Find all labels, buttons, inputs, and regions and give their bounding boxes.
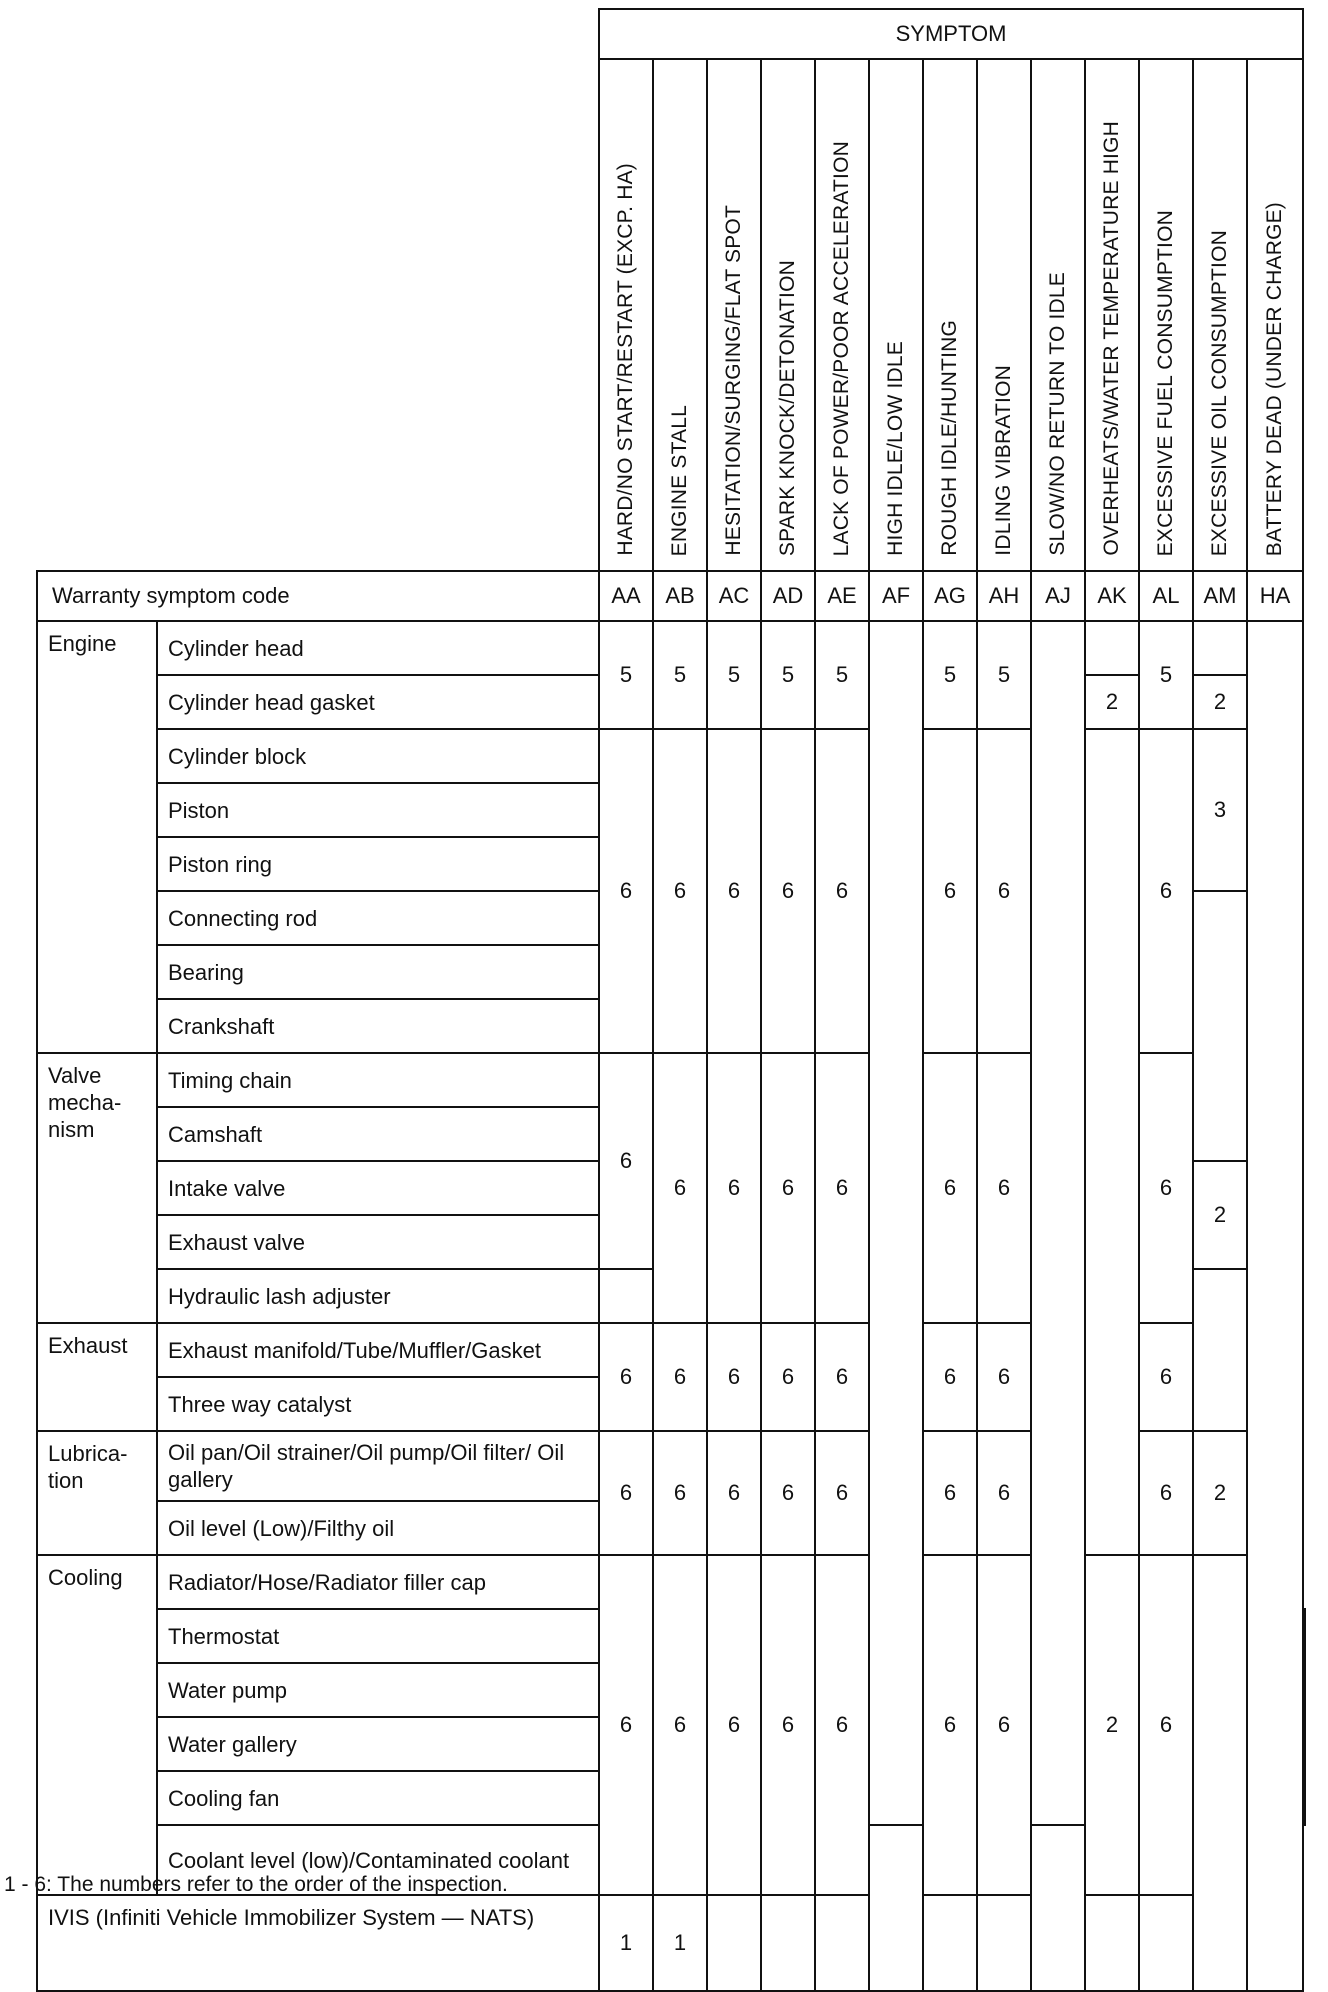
- symptom-code: HA: [1247, 571, 1303, 621]
- cell-value: 6: [1139, 1053, 1193, 1323]
- cell-value: 6: [653, 1323, 707, 1431]
- cell-value: 5: [1139, 621, 1193, 729]
- symptom-code: AA: [599, 571, 653, 621]
- symptom-code: AG: [923, 571, 977, 621]
- component-label: Connecting rod: [157, 891, 599, 945]
- component-label: Bearing: [157, 945, 599, 999]
- cell-empty: [707, 1895, 761, 1991]
- component-label: Camshaft: [157, 1107, 599, 1161]
- cell-empty-ak: [1085, 729, 1139, 1555]
- cell-value: 6: [761, 1323, 815, 1431]
- cell-value: 2: [1085, 1555, 1139, 1895]
- cell-value: 6: [923, 1323, 977, 1431]
- component-label: Exhaust valve: [157, 1215, 599, 1269]
- cell-value: 6: [653, 729, 707, 1053]
- column-header: EXCESSIVE FUEL CONSUMPTION: [1139, 59, 1193, 571]
- cell-value: [1304, 1771, 1305, 1825]
- component-label: Piston: [157, 783, 599, 837]
- cell-value: 6: [761, 1053, 815, 1323]
- cell-value: 6: [707, 1555, 761, 1895]
- cell-empty: [761, 1895, 815, 1991]
- cell-value: 5: [923, 621, 977, 729]
- cell-empty: [1193, 621, 1247, 675]
- cell-value: 6: [923, 729, 977, 1053]
- component-label: Crankshaft: [157, 999, 599, 1053]
- cell-value: 6: [707, 729, 761, 1053]
- component-label: Water gallery: [157, 1717, 599, 1771]
- component-label: Cooling fan: [157, 1771, 599, 1825]
- cell-value: 6: [977, 729, 1031, 1053]
- column-header: IDLING VIBRATION: [977, 59, 1031, 571]
- cell-value: 6: [599, 729, 653, 1053]
- component-label: Cylinder block: [157, 729, 599, 783]
- cell-value: [1304, 1609, 1305, 1663]
- category-engine: Engine: [37, 621, 157, 1053]
- column-header: LACK OF POWER/POOR ACCELERATION: [815, 59, 869, 571]
- cell-empty: [923, 1895, 977, 1991]
- cell-value: 5: [707, 621, 761, 729]
- cell-value: 6: [815, 1431, 869, 1555]
- cell-empty: [1304, 1663, 1305, 1771]
- symptom-code: AL: [1139, 571, 1193, 621]
- cell-empty: [977, 1895, 1031, 1991]
- cell-value: 6: [977, 1053, 1031, 1323]
- cell-value: 5: [977, 621, 1031, 729]
- cell-empty: [1193, 1555, 1247, 1991]
- symptom-code: AM: [1193, 571, 1247, 621]
- table-row: [37, 729, 1305, 783]
- category-lubrication: Lubrica-tion: [37, 1431, 157, 1555]
- cell-value: 5: [761, 621, 815, 729]
- category-cooling: Cooling: [37, 1555, 157, 1895]
- cell-value: 1: [599, 1895, 653, 1991]
- cell-value: 6: [1139, 1323, 1193, 1431]
- table-row: [37, 1555, 1305, 1609]
- component-label: Radiator/Hose/Radiator filler cap: [157, 1555, 599, 1609]
- cell-value: 2: [1193, 1431, 1247, 1555]
- cell-value: 6: [923, 1431, 977, 1555]
- symptom-code: AB: [653, 571, 707, 621]
- symptom-code: AK: [1085, 571, 1139, 621]
- cell-value: 6: [707, 1323, 761, 1431]
- cell-value: 6: [653, 1431, 707, 1555]
- cell-value: 6: [599, 1555, 653, 1895]
- cell-value: 6: [653, 1555, 707, 1895]
- category-ivis: IVIS (Infiniti Vehicle Immobilizer System — NATS): [37, 1895, 599, 1991]
- component-label: Thermostat: [157, 1609, 599, 1663]
- symptom-code: AD: [761, 571, 815, 621]
- cell-value: 6: [707, 1431, 761, 1555]
- cell-value: 1: [653, 1895, 707, 1991]
- column-header: SLOW/NO RETURN TO IDLE: [1031, 59, 1085, 571]
- table-row: [37, 1895, 1305, 1991]
- cell-empty-aj: [1031, 621, 1085, 1825]
- cell-value: 6: [599, 1053, 653, 1269]
- cell-value: 6: [815, 729, 869, 1053]
- cell-value: 6: [977, 1555, 1031, 1895]
- cell-value: 6: [653, 1053, 707, 1323]
- component-label: Exhaust manifold/Tube/Muffler/Gasket: [157, 1323, 599, 1377]
- column-header: SPARK KNOCK/DETONATION: [761, 59, 815, 571]
- symptom-code: AJ: [1031, 571, 1085, 621]
- cell-empty-ha: [1247, 621, 1303, 1991]
- cell-value: 6: [761, 1431, 815, 1555]
- component-label: Coolant level (low)/Contaminated coolant: [157, 1825, 599, 1895]
- cell-value: 6: [1139, 1431, 1193, 1555]
- column-header: ENGINE STALL: [653, 59, 707, 571]
- cell-value: 6: [599, 1431, 653, 1555]
- component-label: Oil pan/Oil strainer/Oil pump/Oil filter/ Oil gallery: [157, 1431, 599, 1501]
- cell-value: 6: [815, 1053, 869, 1323]
- cell-value: 5: [815, 621, 869, 729]
- cell-empty: [1085, 1895, 1139, 1991]
- symptom-code: AC: [707, 571, 761, 621]
- column-header: HESITATION/SURGING/FLAT SPOT: [707, 59, 761, 571]
- warranty-code-row: [37, 571, 1305, 621]
- cell-value: 6: [977, 1431, 1031, 1555]
- cell-value: 6: [815, 1555, 869, 1895]
- category-valve: Valve mecha-nism: [37, 1053, 157, 1323]
- cell-value: 6: [923, 1053, 977, 1323]
- cell-empty: [599, 1269, 653, 1323]
- symptom-header: SYMPTOM: [599, 9, 1303, 59]
- component-label: Piston ring: [157, 837, 599, 891]
- cell-value: 6: [761, 729, 815, 1053]
- cell-value: 6: [815, 1323, 869, 1431]
- component-label: Cylinder head gasket: [157, 675, 599, 729]
- component-label: Hydraulic lash adjuster: [157, 1269, 599, 1323]
- cell-value: 6: [923, 1555, 977, 1895]
- cell-value: 2: [1193, 675, 1247, 729]
- symptom-table: [36, 8, 1306, 1992]
- warranty-label: Warranty symptom code: [37, 571, 599, 621]
- component-label: Cylinder head: [157, 621, 599, 675]
- cell-empty-af: [869, 621, 923, 1825]
- footnote: 1 - 6: The numbers refer to the order of the inspection.: [4, 1873, 508, 1896]
- cell-value: 6: [977, 1323, 1031, 1431]
- cell-value: 3: [1193, 729, 1247, 891]
- cell-value: 6: [761, 1555, 815, 1895]
- symptom-code: AE: [815, 571, 869, 621]
- cell-value: 6: [707, 1053, 761, 1323]
- component-label: Three way catalyst: [157, 1377, 599, 1431]
- table-row: [37, 621, 1305, 675]
- column-header: HIGH IDLE/LOW IDLE: [869, 59, 923, 571]
- cell-value: 2: [1193, 1161, 1247, 1269]
- cell-value: 6: [599, 1323, 653, 1431]
- column-header: BATTERY DEAD (UNDER CHARGE): [1247, 59, 1303, 571]
- column-header: OVERHEATS/WATER TEMPERATURE HIGH: [1085, 59, 1139, 571]
- cell-empty: [1031, 1825, 1085, 1991]
- cell-value: 6: [1139, 729, 1193, 1053]
- column-header: EXCESSIVE OIL CONSUMPTION: [1193, 59, 1247, 571]
- cell-empty: [1193, 891, 1247, 1161]
- cell-value: 5: [599, 621, 653, 729]
- component-label: Water pump: [157, 1663, 599, 1717]
- column-header: HARD/NO START/RESTART (EXCP. HA): [599, 59, 653, 571]
- cell-empty: [1085, 621, 1139, 675]
- category-exhaust: Exhaust: [37, 1323, 157, 1431]
- component-label: Timing chain: [157, 1053, 599, 1107]
- component-label: Oil level (Low)/Filthy oil: [157, 1501, 599, 1555]
- cell-value: 5: [653, 621, 707, 729]
- symptom-code: AH: [977, 571, 1031, 621]
- component-label: Intake valve: [157, 1161, 599, 1215]
- corner-blank: [37, 9, 599, 571]
- cell-empty: [869, 1825, 923, 1991]
- cell-empty: [815, 1895, 869, 1991]
- cell-empty: [1193, 1269, 1247, 1431]
- cell-value: 6: [1139, 1555, 1193, 1895]
- symptom-code: AF: [869, 571, 923, 621]
- cell-empty: [1139, 1895, 1193, 1991]
- column-header: ROUGH IDLE/HUNTING: [923, 59, 977, 571]
- cell-value: 2: [1085, 675, 1139, 729]
